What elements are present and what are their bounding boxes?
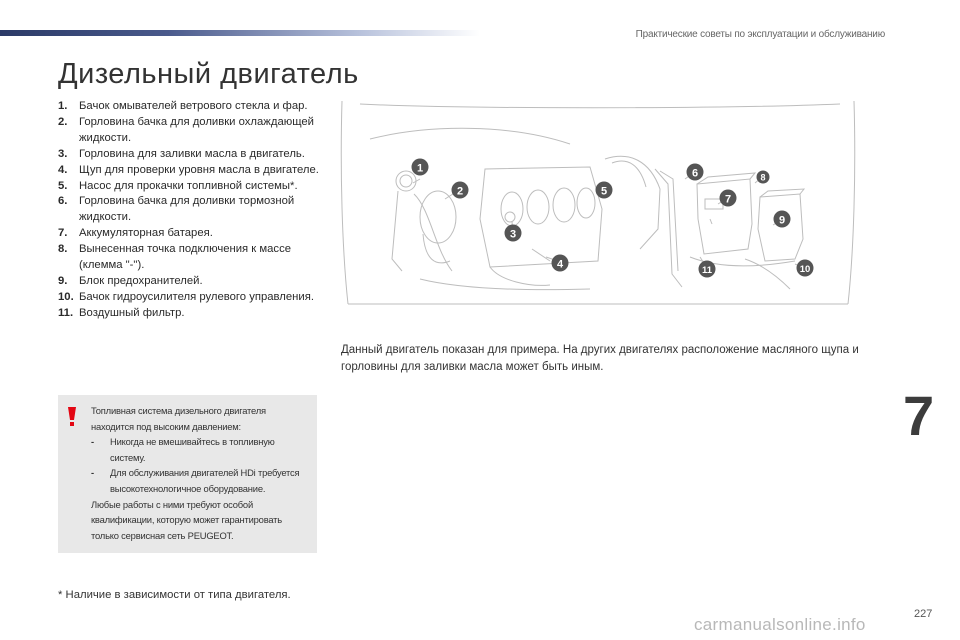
- svg-text:3: 3: [509, 228, 517, 241]
- callout-6: [687, 164, 704, 181]
- callout-9: [774, 211, 791, 228]
- list-item: [58, 163, 323, 179]
- item-text: Щуп для проверки уровня масла в двигателе.: [79, 163, 319, 176]
- warning-text: [91, 403, 311, 543]
- callout-7: [720, 190, 737, 207]
- warning-box: [58, 395, 317, 553]
- svg-text:10: 10: [799, 264, 811, 275]
- chapter-number: 7: [903, 384, 935, 447]
- callout-8: [757, 171, 770, 184]
- bullet-dash: -: [91, 436, 94, 448]
- item-text: Насос для прокачки топливной системы*.: [79, 179, 298, 192]
- item-text: Аккумуляторная батарея.: [79, 227, 213, 240]
- callout-2: [452, 182, 469, 199]
- item-text: Бачок гидроусилителя рулевого управления.: [79, 290, 314, 303]
- page-title: Дизельный двигатель: [58, 58, 359, 90]
- list-item: [58, 290, 323, 306]
- bullet-dash: -: [91, 467, 94, 479]
- header-gradient-bar: [0, 30, 480, 36]
- warning-outro: Любые работы с ними требуют особой квалификации, которую может гарантировать только сервисная сеть PEUGEOT.: [91, 498, 282, 541]
- item-text: Горловина для заливки масла в двигатель.: [79, 147, 305, 160]
- svg-text:11: 11: [701, 265, 713, 276]
- callout-10: [797, 260, 814, 277]
- svg-text:4: 4: [556, 258, 564, 271]
- item-number: 3.: [58, 147, 68, 160]
- list-item: [58, 242, 323, 274]
- list-item: [58, 179, 323, 195]
- callout-4: [552, 255, 569, 272]
- watermark: carmanualsonline.info: [694, 615, 866, 634]
- callout-1: [412, 159, 429, 176]
- svg-text:9: 9: [778, 214, 786, 227]
- footnote: * Наличие в зависимости от типа двигателя.: [58, 589, 291, 601]
- list-item: [58, 226, 323, 242]
- page-number: 227: [914, 608, 933, 620]
- exclamation-icon: [67, 407, 77, 427]
- list-item: [58, 274, 323, 290]
- item-number: 9.: [58, 274, 68, 287]
- svg-text:8: 8: [760, 172, 766, 183]
- parts-list: [58, 99, 323, 322]
- list-item: [58, 115, 323, 147]
- item-text: Вынесенная точка подключения к массе (клемма "-").: [79, 243, 292, 272]
- svg-text:6: 6: [691, 167, 699, 180]
- item-text: Горловина бачка для доливки охлаждающей жидкости.: [79, 115, 314, 144]
- svg-text:5: 5: [600, 185, 608, 198]
- item-number: 11.: [58, 306, 74, 319]
- bullet-text: Для обслуживания двигателей HDi требуется высокотехнологичное оборудование.: [110, 467, 300, 494]
- item-number: 2.: [58, 115, 68, 128]
- list-item: [58, 99, 323, 115]
- svg-text:2: 2: [456, 185, 464, 198]
- item-number: 8.: [58, 243, 68, 256]
- item-text: Бачок омывателей ветрового стекла и фар.: [79, 100, 308, 112]
- callout-5: [596, 182, 613, 199]
- svg-text:1: 1: [416, 162, 424, 175]
- item-number: 10.: [58, 290, 74, 303]
- engine-bay-illustration: [340, 99, 856, 306]
- item-text: Воздушный фильтр.: [79, 306, 185, 319]
- illustration-caption: Данный двигатель показан для примера. На других двигателях расположение масляного щупа и горловины для заливки масла может быть иным.: [341, 344, 859, 373]
- item-text: Горловина бачка для доливки тормозной жидкости.: [79, 195, 295, 224]
- list-item: [58, 306, 323, 322]
- warning-bullet: [91, 465, 311, 496]
- item-number: 6.: [58, 195, 68, 208]
- item-number: 4.: [58, 163, 68, 176]
- item-number: 1.: [58, 100, 68, 112]
- callout-3: [505, 225, 522, 242]
- item-number: 7.: [58, 227, 68, 240]
- item-number: 5.: [58, 179, 68, 192]
- svg-text:7: 7: [724, 193, 732, 206]
- list-item: [58, 147, 323, 163]
- bullet-text: Никогда не вмешивайтесь в топливную систему.: [110, 436, 275, 463]
- list-item: [58, 194, 323, 226]
- callout-11: [699, 261, 716, 278]
- item-text: Блок предохранителей.: [79, 274, 203, 287]
- warning-intro: Топливная система дизельного двигателя находится под высоким давлением:: [91, 405, 266, 432]
- warning-bullet: [91, 434, 311, 465]
- section-title: Практические советы по эксплуатации и обслуживанию: [635, 29, 885, 40]
